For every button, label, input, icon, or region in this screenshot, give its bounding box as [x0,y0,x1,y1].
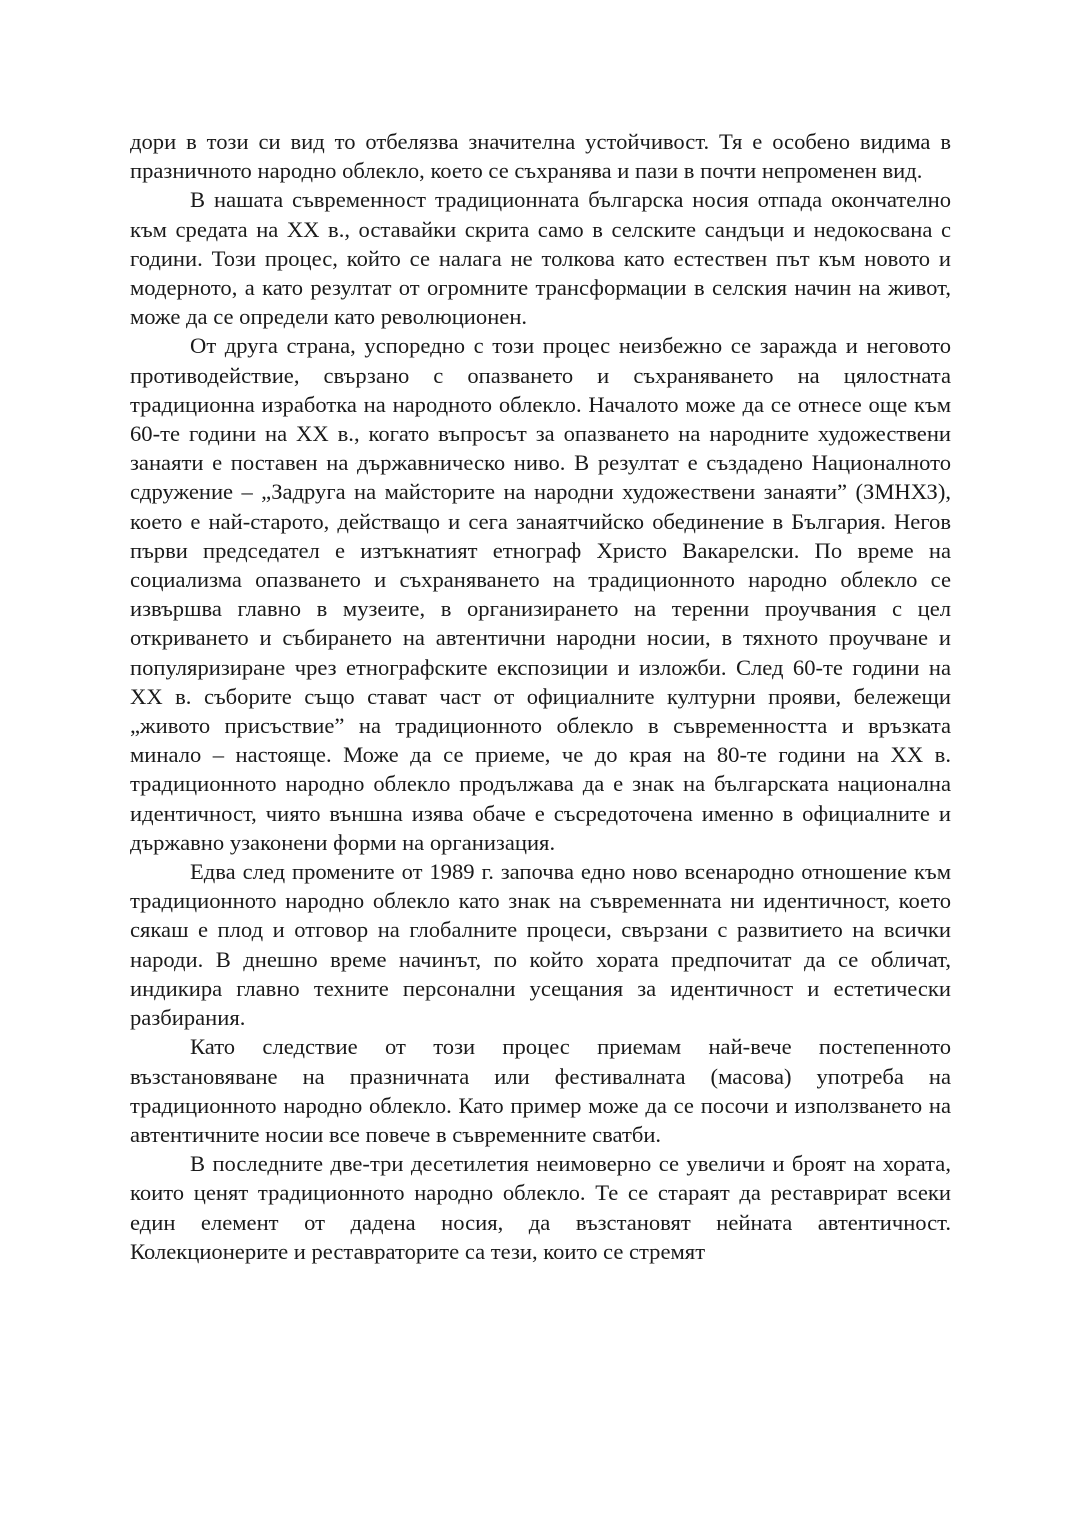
paragraph: В последните две-три десетилетия неимоверно се увеличи и броят на хората, които ценят традиционното народно облекло. Те се стараят да реставрират всеки един елемент от дадена носия, да възстановят нейната автентичност. Колекционерите и реставраторите са тези, които се стремят [130,1151,951,1264]
paragraph: Като следствие от този процес приемам най-вече постепенното възстановяване на празничната или фестивалната (масова) употреба на традиционното народно облекло. Като пример може да се посочи и използването на автентичните носии все повече в съвременните сватби. [130,1034,951,1147]
paragraph: Едва след промените от 1989 г. започва едно ново всенародно отношение към традиционното народно облекло като знак на съвременната ни идентичност, което сякаш е плод и отговор на глобалните процеси, свързани с развитието на всички народи. В днешно време начинът, по който хората предпочитат да се обличат, индикира главно техните персонални усещания за идентичност и естетически разбирания. [130,859,951,1031]
paragraph-continuation: дори в този си вид то отбелязва значителна устойчивост. Тя е особено видима в празничното народно облекло, което се съхранява и пази в почти непроменен вид. [130,129,951,184]
paragraph: От друга страна, успоредно с този процес неизбежно се заражда и неговото противодействие, свързано с опазването и съхраняването на цялостната традиционна изработка на народното облекло. Началото може да се отнесе още към 60-те години на XX в., когато въпросът за опазването на народните художествени занаяти е поставен на държавническо ниво. В резултат е създадено Националното сдружение – „Задруга на майсторите на народни художествени занаяти” (ЗМНХЗ), което е най-старото, действащо и сега занаятчийско обединение в България. Негов първи председател е изтъкнатият етнограф Христо Вакарелски. По време на социализма опазването и съхраняването на традиционното народно облекло се извършва главно в музеите, в организирането на теренни проучвания с цел откриването и събирането на автентични народни носии, в тяхното проучване и популяризиране чрез етнографските експозиции и изложби. След 60-те години на XX в. съборите също стават част от официалните културни прояви, бележещи „живото присъствие” на традиционното облекло в съвременността и връзката минало – настояще. Може да се приеме, че до края на 80-те години на XX в. традиционното народно облекло продължава да е знак на българската национална идентичност, чиято външна изява обаче е съсредоточена именно в официалните и държавно узаконени форми на организация. [130,333,951,855]
body-text [130,127,951,1266]
paragraph: В нашата съвременност традиционната българска носия отпада окончателно към средата на XX в., оставайки скрита само в селските сандъци и недокосвана с години. Този процес, който се налага не толкова като естествен път към новото и модерното, а като резултат от огромните трансформации в селския начин на живот, може да се определи като революционен. [130,187,951,330]
